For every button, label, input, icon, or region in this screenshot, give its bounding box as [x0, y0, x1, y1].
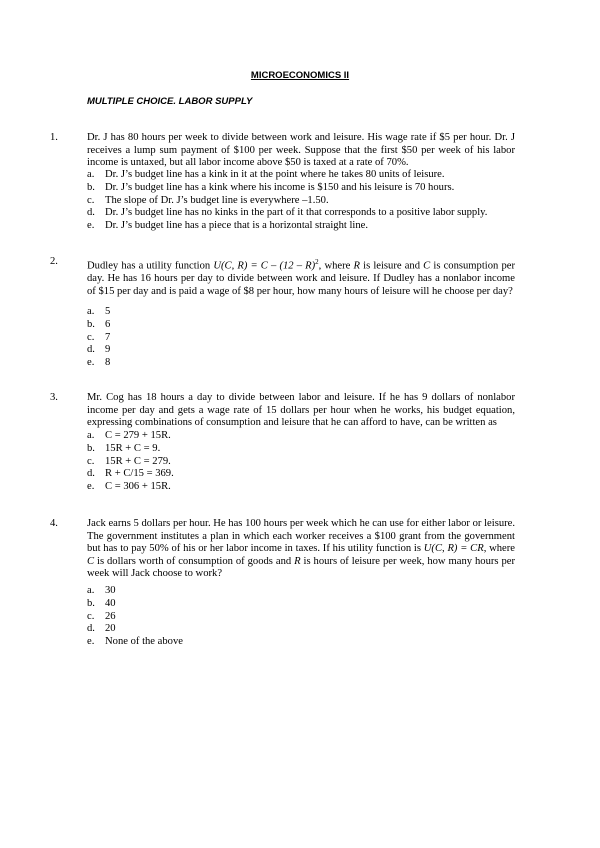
option-text: Dr. J’s budget line has a kink where his income is $150 and his leisure is 70 hours.	[105, 181, 455, 193]
option-list	[87, 169, 527, 233]
option-b[interactable]	[87, 182, 527, 195]
option-text: 26	[105, 610, 116, 622]
option-label: e.	[87, 636, 95, 648]
option-list	[87, 585, 527, 649]
option-label: d.	[87, 468, 95, 480]
option-label: c.	[87, 610, 95, 622]
option-text: 20	[105, 623, 116, 635]
option-label: a.	[87, 306, 95, 317]
option-e[interactable]	[87, 357, 527, 370]
option-label: d.	[87, 207, 95, 219]
option-d[interactable]	[87, 623, 527, 636]
option-text: 8	[105, 357, 111, 369]
option-label: e.	[87, 357, 95, 369]
option-text: Dr. J’s budget line has a kink in it at the point where he takes 80 units of leisure.	[105, 169, 445, 180]
question-number: 2.	[50, 256, 58, 267]
question-number: 4.	[50, 518, 58, 529]
option-label: c.	[87, 194, 95, 206]
option-label: e.	[87, 481, 95, 493]
option-a[interactable]	[87, 585, 527, 598]
option-label: e.	[87, 220, 95, 232]
option-c[interactable]	[87, 611, 527, 624]
option-c[interactable]	[87, 195, 527, 208]
option-text: 40	[105, 597, 116, 609]
option-text: C = 279 + 15R.	[105, 430, 171, 441]
question-text: Dudley has a utility function U(C, R) = C – (12 – R)$^2$, where R is leisure and C is consumption per day. He has 16 hours per day to divide between work and leisure. If Dudley has a nonlabor income of $15 per day and is paid a wage of $8 per hour, how many hours of leisure will he choose per day?	[87, 258, 515, 297]
option-text: 15R + C = 9.	[105, 442, 161, 454]
option-text: 7	[105, 331, 111, 343]
option-b[interactable]	[87, 319, 527, 332]
option-text: 5	[105, 306, 111, 317]
option-b[interactable]	[87, 443, 527, 456]
option-text: C = 306 + 15R.	[105, 481, 171, 493]
option-label: b.	[87, 181, 95, 193]
option-list	[87, 430, 527, 494]
option-text: 9	[105, 344, 111, 356]
option-label: c.	[87, 331, 95, 343]
question-text: Dr. J has 80 hours per week to divide between work and leisure. His wage rate if $5 per hour. Dr. J receives a lump sum payment of $100 per week. Suppose that the first $50 per week of his labor income is untaxed, but all labor income above $50 is taxed at a rate of 70%.	[87, 132, 515, 169]
option-label: c.	[87, 455, 95, 467]
option-d[interactable]	[87, 207, 527, 220]
option-text: 15R + C = 279.	[105, 455, 171, 467]
document-title: MICROECONOMICS II	[250, 70, 350, 81]
option-text: 30	[105, 585, 116, 596]
document-subtitle: MULTIPLE CHOICE. LABOR SUPPLY	[87, 96, 253, 107]
option-d[interactable]	[87, 344, 527, 357]
option-text: Dr. J’s budget line has no kinks in the part of it that corresponds to a positive labor supply.	[105, 207, 488, 219]
option-b[interactable]	[87, 598, 527, 611]
option-c[interactable]	[87, 332, 527, 345]
option-a[interactable]	[87, 430, 527, 443]
option-a[interactable]	[87, 169, 527, 182]
option-e[interactable]	[87, 220, 527, 233]
option-text: R + C/15 = 369.	[105, 468, 174, 480]
option-label: d.	[87, 344, 95, 356]
option-label: b.	[87, 318, 95, 330]
option-label: d.	[87, 623, 95, 635]
option-text: None of the above	[105, 636, 183, 648]
question-number: 3.	[50, 392, 58, 403]
question-text: Jack earns 5 dollars per hour. He has 100 hours per week which he can use for either labor or leisure. The government institutes a plan in which each worker receives a $100 grant from the government but has to pay 50% of his or her labor income in taxes. If his utility function is U(C, R) = CR, where C is dollars worth of consumption of goods and R is hours of leisure per week, how many hours per week will Jack choose to work?	[87, 518, 515, 580]
option-e[interactable]	[87, 636, 527, 649]
option-text: The slope of Dr. J’s budget line is everywhere –1.50.	[105, 194, 329, 206]
question-text: Mr. Cog has 18 hours a day to divide between labor and leisure. If he has 9 dollars of nonlabor income per day and gets a wage rate of 15 dollars per hour when he works, his budget equation, expressing combinations of consumption and leisure that he can afford to have, can be written as	[87, 392, 515, 429]
option-text: 6	[105, 318, 111, 330]
option-label: a.	[87, 169, 95, 180]
option-label: a.	[87, 585, 95, 596]
option-label: a.	[87, 430, 95, 441]
option-d[interactable]	[87, 468, 527, 481]
option-e[interactable]	[87, 481, 527, 494]
option-label: b.	[87, 442, 95, 454]
question-number: 1.	[50, 132, 58, 143]
option-text: Dr. J’s budget line has a piece that is a horizontal straight line.	[105, 220, 369, 232]
option-c[interactable]	[87, 456, 527, 469]
option-list	[87, 306, 527, 370]
option-a[interactable]	[87, 306, 527, 319]
option-label: b.	[87, 597, 95, 609]
